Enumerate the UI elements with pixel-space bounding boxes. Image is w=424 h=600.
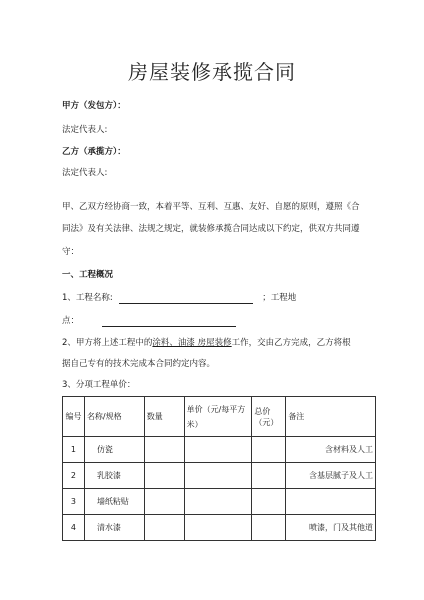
header-price-line2: 米） [186,419,203,429]
cell-qty[interactable] [144,437,184,463]
scope-prefix: 2、甲方将上述工程中的 [62,338,153,348]
project-name-blank[interactable] [119,303,253,304]
cell-total[interactable] [252,515,286,541]
header-note: 备注 [286,397,376,437]
project-location-cont: 点： [62,316,80,326]
cell-name: 仿瓷 [84,437,144,463]
preamble-line-2: 同法》及有关法律、法规之规定，就装修承揽合同达成以下约定，供双方共同遵 [62,224,360,234]
cell-note: 含基层腻子及人工 [286,463,376,489]
cell-name: 乳胶漆 [84,463,144,489]
scope-work: 涂料、油漆 房屋装修 [152,338,232,348]
cell-name: 清水漆 [84,515,144,541]
header-total: 总价（元） [252,397,286,437]
cell-price[interactable] [184,437,252,463]
cell-total[interactable] [252,463,286,489]
header-name: 名称/规格 [84,397,144,437]
project-name-label: 1、工程名称: [62,293,113,303]
cell-price[interactable] [184,515,252,541]
scope-suffix: 工作，交由乙方完成，乙方将根 [231,338,351,348]
project-location-label: ；工程地 [262,293,297,303]
section-1-heading: 一、工程概况 [62,270,114,280]
project-location-row [62,315,236,327]
unit-price-table [62,396,376,541]
preamble-line-3: 守： [62,247,80,257]
party-b-label: 乙方（承揽方）： [62,147,126,157]
table-header-row [63,397,376,437]
header-price-line1: 单价（元/每平方 [186,404,246,414]
cell-no: 2 [63,463,85,489]
cell-price[interactable] [184,489,252,515]
table-row [63,437,376,463]
cell-price[interactable] [184,463,252,489]
scope-line-2: 据自己专有的技术完成本合同约定内容。 [62,359,216,369]
contract-title: 房屋装修承揽合同 [128,60,296,84]
scope-line-1 [62,337,351,349]
party-a-rep: 法定代表人: [62,125,108,135]
cell-note: 含材料及人工 [286,437,376,463]
cell-qty[interactable] [144,515,184,541]
unit-price-heading: 3、分项工程单价： [62,380,136,390]
cell-note [286,489,376,515]
cell-no: 4 [63,515,85,541]
table-row [63,463,376,489]
cell-total[interactable] [252,437,286,463]
party-b-rep: 法定代表人: [62,168,108,178]
cell-no: 1 [63,437,85,463]
cell-total[interactable] [252,489,286,515]
cell-qty[interactable] [144,489,184,515]
preamble-line-1: 甲、乙双方经协商一致，本着平等、互利、互惠、友好、自愿的原则，遵照《合 [62,202,360,212]
cell-no: 3 [63,489,85,515]
header-price [184,397,252,437]
project-name-row [62,292,296,304]
project-location-blank[interactable] [102,326,236,327]
header-qty: 数量 [144,397,184,437]
table-row [63,489,376,515]
cell-note: 喷漆，门及其他道 [286,515,376,541]
cell-qty[interactable] [144,463,184,489]
cell-name: 墙纸粘贴 [84,489,144,515]
party-a-label: 甲方（发包方）： [62,101,126,111]
table-row [63,515,376,541]
header-no: 编号 [63,397,85,437]
